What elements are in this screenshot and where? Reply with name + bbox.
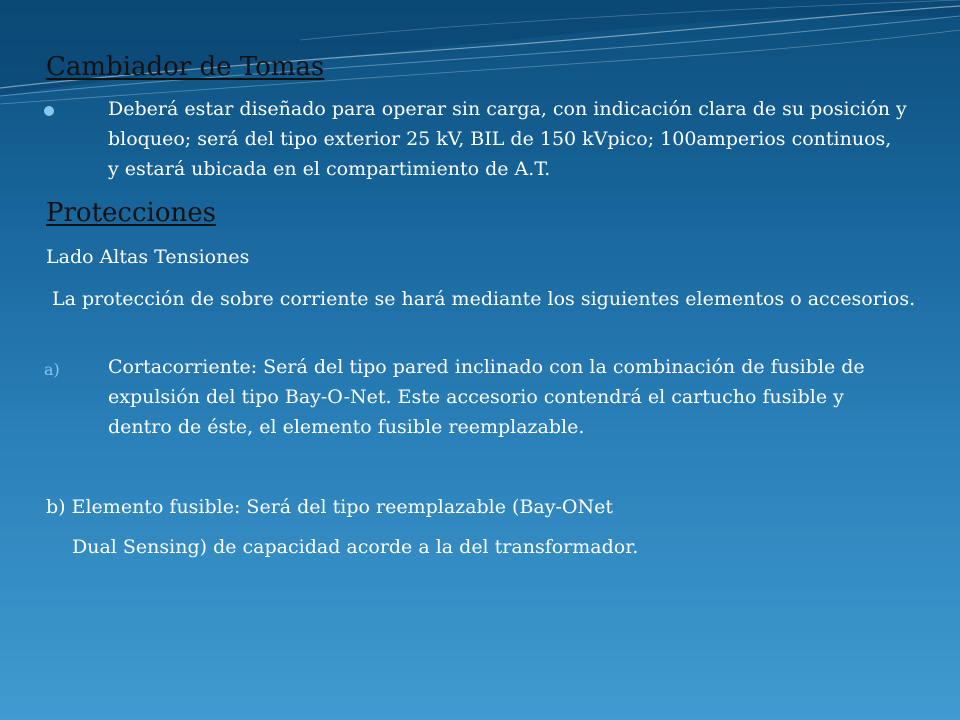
list-marker-a: a) [44, 360, 60, 379]
list-item-a-text: Cortacorriente: Será del tipo pared inclinado con la combinación de fusible de expulsión del tipo Bay-O-Net. Este accesorio contendrá el cartucho fusible y dentro de éste, el elemento fusible reemplazable. [108, 356, 865, 438]
subheading-lado-altas-tensiones: Lado Altas Tensiones [46, 246, 250, 268]
heading-cambiador-de-tomas: Cambiador de Tomas [46, 52, 325, 82]
bullet-text-tomas: Deberá estar diseñado para operar sin carga, con indicación clara de su posición y bloqueo; será del tipo exterior 25 kV, BIL de 150 kVpico; 100amperios continuos, y estará ubicada en el compartimiento de A.T. [108, 98, 907, 180]
intro-paragraph: La protección de sobre corriente se hará mediante los siguientes elementos o accesorios. [52, 288, 916, 310]
list-item-b-line2: Dual Sensing) de capacidad acorde a la del transformador. [72, 536, 639, 558]
list-item-b-line1: b) Elemento fusible: Será del tipo reemplazable (Bay-ONet [46, 496, 613, 518]
bullet-dot-icon [44, 106, 54, 116]
heading-protecciones: Protecciones [46, 198, 216, 228]
